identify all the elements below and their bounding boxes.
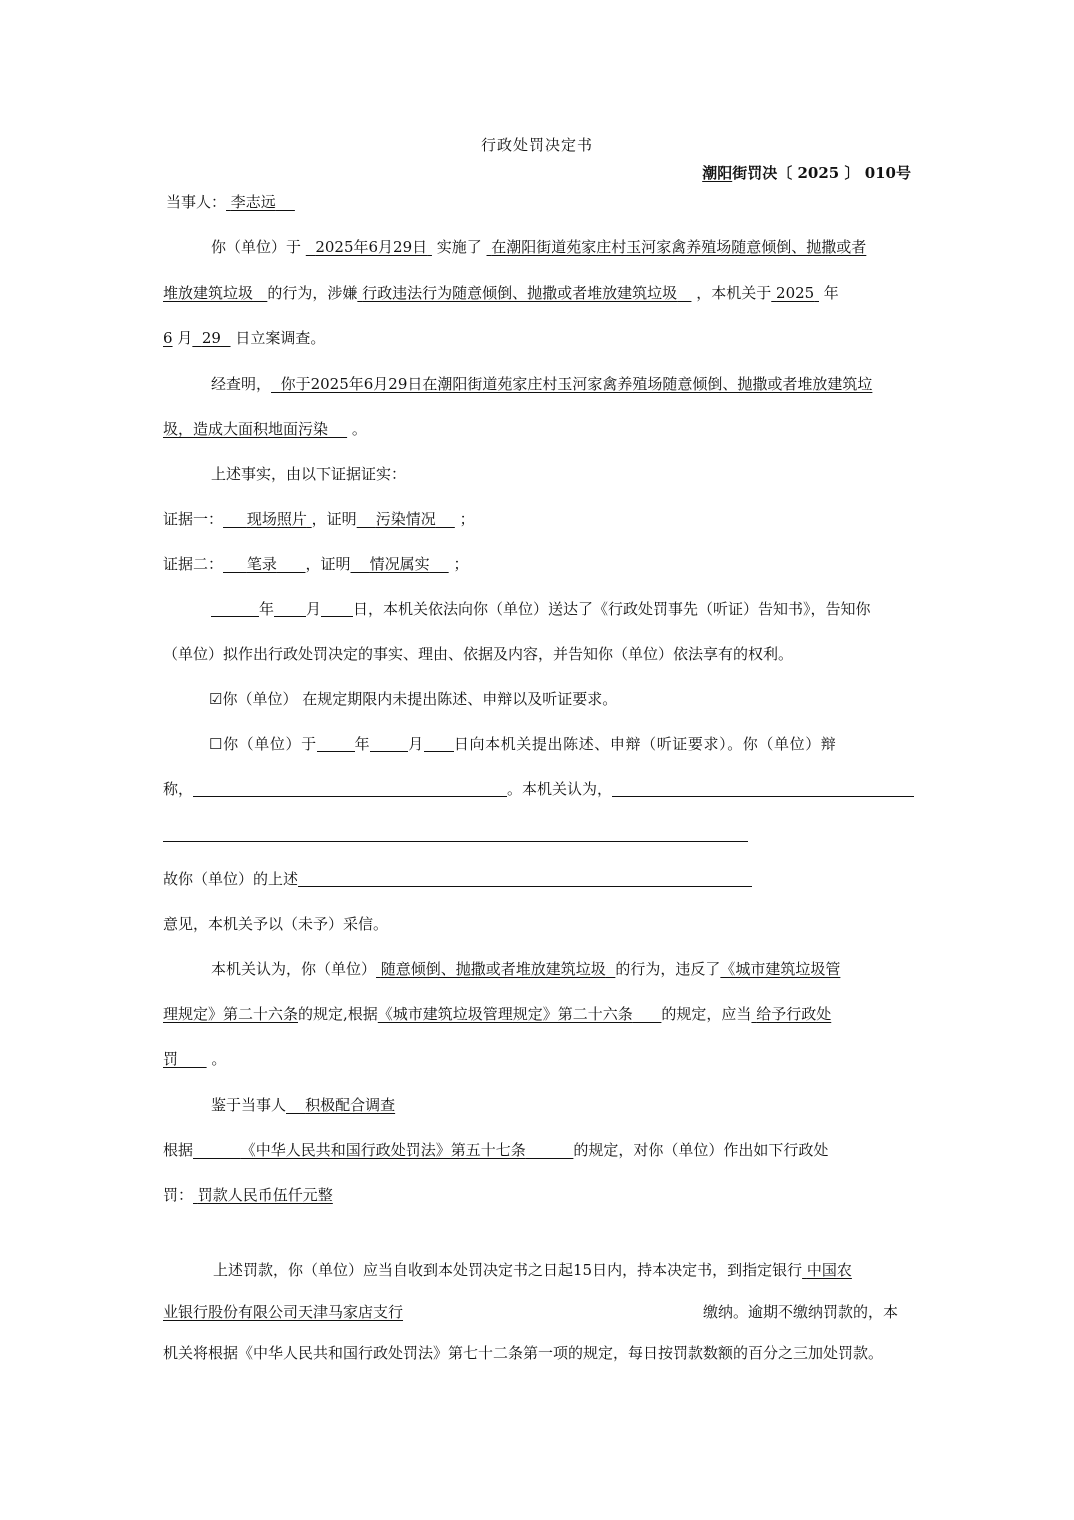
option-statement-line4: 故你（单位）的上述 [163,868,752,890]
p2-line2: 圾，造成大面积地面污染 。 [163,420,367,438]
p2-finding-a: 你于2025年6月29日在潮阳街道苑家庄村玉河家禽养殖场随意倾倒、抛撒或者堆放建筑垃 [280,375,873,393]
doc-year: 2025 [797,164,840,182]
doc-prefix: 街罚决〔 [732,164,793,182]
evidence-2: 证据二： 笔录 ，证明 情况属实 ； [163,555,469,573]
p8-line1: 上述罚款，你（单位）应当自收到本处罚决定书之日起15日内，持本决定书，到指定银行 中国农 [213,1261,852,1279]
p5-should-a: 给予行政处 [756,1005,832,1023]
p2-finding-b: 圾，造成大面积地面污染 [163,420,329,438]
p5-line3: 罚 。 [163,1050,227,1068]
evidence-1: 证据一： 现场照片 ，证明 污染情况 ； [163,510,475,528]
p5-basis: 《城市建筑垃圾管理规定》第二十六条 [377,1005,633,1023]
option-statement-line1: ☐你（单位）于 年 月 日向本机关提出陈述、申辩（听证要求）。你（单位）辩 [209,735,837,753]
p1-act-b: 堆放建筑垃圾 [163,284,254,302]
p6-circumstance: 积极配合调查 [305,1096,396,1114]
p4-line2: （单位）拟作出行政处罚决定的事实、理由、依据及内容，并告知你（单位）依法享有的权利。 [163,645,794,663]
p8-line2: 业银行股份有限公司天津马家店支行 缴纳。逾期不缴纳罚款的，本 [163,1303,899,1321]
option-statement-line2: 称， 。本机关认为， [163,778,914,800]
p8-bank-b: 业银行股份有限公司天津马家店支行 [163,1303,404,1321]
p7-law: 《中华人民共和国行政处罚法》第五十七条 [240,1141,526,1159]
p2-line1: 经查明， 你于2025年6月29日在潮阳街道苑家庄村玉河家禽养殖场随意倾倒、抛撒或者堆放建筑垃 [211,375,873,393]
p1-suspect: 行政违法行为随意倾倒、抛撒或者堆放建筑垃圾 [362,284,678,302]
p7-line1: 根据 《中华人民共和国行政处罚法》第五十七条 的规定，对你（单位）作出如下行政处 [163,1141,829,1159]
evidence-2-item: 笔录 [246,555,277,573]
option-statement-line5: 意见，本机关予以（未予）采信。 [163,915,389,933]
p5-should-b: 罚 [163,1050,179,1068]
p8-line3: 机关将根据《中华人民共和国行政处罚法》第七十二条第一项的规定，每日按罚款数额的百分之三加处罚款。 [163,1344,884,1362]
evidence-2-proves: 情况属实 [369,555,430,573]
unchecked-box-icon: ☐ [209,735,224,753]
p1-act-a: 在潮阳街道苑家庄村玉河家禽养殖场随意倾倒、抛撒或者 [491,238,867,256]
p1-month: 6 [163,329,173,347]
p1-day: 29 [201,329,221,347]
doc-serial: 010号 [864,164,911,182]
p4-line1: 年 月 日，本机关依法向你（单位）送达了《行政处罚事先（听证）告知书》，告知你 [211,598,871,620]
party-name: 李志远 [230,193,276,211]
p5-line2: 理规定》第二十六条的规定,根据《城市建筑垃圾管理规定》第二十六条 的规定，应当 给予行政处 [163,1005,832,1023]
doc-place: 潮阳 [702,164,733,182]
p1-line3: 6 月 29 日立案调查。 [163,329,326,347]
p7-line2: 罚： 罚款人民币伍仟元整 [163,1184,605,1206]
p7-penalty: 罚款人民币伍仟元整 [197,1186,333,1204]
document-number [702,162,911,183]
checked-box-icon: ☑ [209,690,223,708]
option-statement-line3 [163,823,748,845]
document-title: 行政处罚决定书 [480,136,593,154]
evidence-1-item: 现场照片 [246,510,307,528]
p6-line: 鉴于当事人 积极配合调查 [211,1094,726,1116]
p5-violated-a: 《城市建筑垃圾管 [720,960,841,978]
party-label: 当事人： [166,193,227,211]
p5-behavior: 随意倾倒、抛撒或者堆放建筑垃圾 [380,960,606,978]
party-line [166,191,295,213]
p1-line1: 你（单位）于 2025年6月29日 实施了 在潮阳街道苑家庄村玉河家禽养殖场随意倾倒、抛撒或者 [211,238,867,256]
evidence-1-proves: 污染情况 [375,510,436,528]
p1-line2: 堆放建筑垃圾 的行为，涉嫌 行政违法行为随意倾倒、抛撒或者堆放建筑垃圾 ，本机关于 2025 年 [163,284,839,302]
option-no-statement: ☑你（单位） 在规定期限内未提出陈述、申辩以及听证要求。 [209,690,618,708]
p1-year: 2025 [776,284,815,302]
p5-violated-b: 理规定》第二十六条 [163,1005,299,1023]
p5-line1: 本机关认为，你（单位） 随意倾倒、抛撒或者堆放建筑垃圾 的行为，违反了《城市建筑垃圾管 [211,960,841,978]
p8-bank-a: 中国农 [806,1261,852,1279]
doc-bracket: 〕 [844,164,860,182]
p1-date: 2025年6月29日 [315,238,428,256]
p3-line: 上述事实，由以下证据证实： [211,465,407,483]
